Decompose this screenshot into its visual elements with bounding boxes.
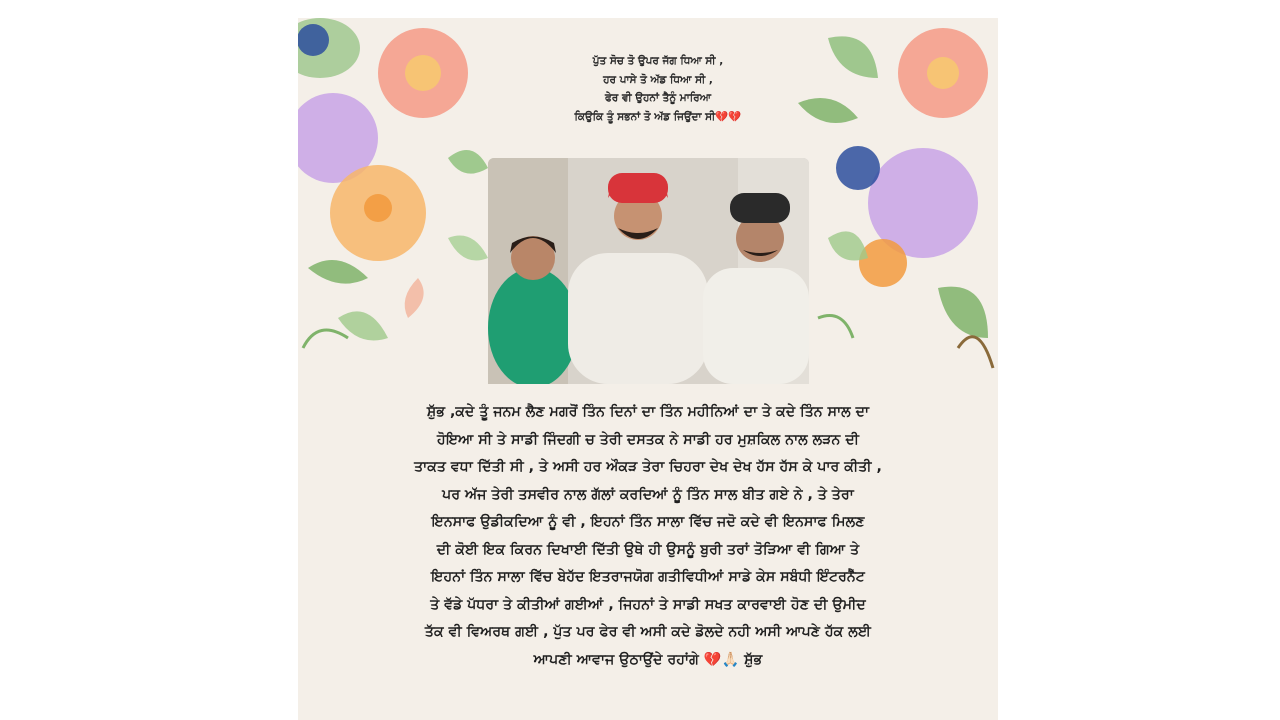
- post-card: [298, 18, 998, 720]
- paragraph-line: ਪਰ ਅੱਜ ਤੇਰੀ ਤਸਵੀਰ ਨਾਲ ਗੱਲਾਂ ਕਰਦਿਆਂ ਨੂੰ ਤਿੰਨ ਸਾਲ ਬੀਤ ਗਏ ਨੇ , ਤੇ ਤੇਰਾ: [442, 486, 854, 503]
- flowers-top-right: [798, 28, 993, 368]
- poem-line: [528, 108, 788, 127]
- paragraph-line: ਇਨਸਾਫ ਉਡੀਕਦਿਆ ਨੂੰ ਵੀ , ਇਹਨਾਂ ਤਿੰਨ ਸਾਲਾ ਵਿੱਚ ਜਦੋ ਕਦੇ ਵੀ ਇਨਸਾਫ ਮਿਲਣ: [431, 514, 865, 530]
- paragraph-line: ਹੋਇਆ ਸੀ ਤੇ ਸਾਡੀ ਜਿੰਦਗੀ ਚ ਤੇਰੀ ਦਸਤਕ ਨੇ ਸਾਡੀ ਹਰ ਮੁਸ਼ਕਿਲ ਨਾਲ ਲੜਨ ਦੀ: [437, 431, 859, 448]
- last-line-end: ਸ਼ੁੱਭ: [744, 651, 763, 668]
- family-photo: [488, 158, 809, 384]
- flowers-top-left: [298, 18, 488, 348]
- message-paragraph: [318, 399, 978, 674]
- paragraph-line: ਤੱਕ ਵੀ ਵਿਅਰਥ ਗਈ , ਪੁੱਤ ਪਰ ਫੇਰ ਵੀ ਅਸੀ ਕਦੇ ਡੋਲਦੇ ਨਹੀ ਅਸੀ ਆਪਣੇ ਹੱਕ ਲਈ: [424, 624, 872, 640]
- paragraph-line: ਤਾਕਤ ਵਧਾ ਦਿੱਤੀ ਸੀ , ਤੇ ਅਸੀ ਹਰ ਔਕੜ ਤੇਰਾ ਚਿਹਰਾ ਦੇਖ ਦੇਖ ਹੱਸ ਹੱਸ ਕੇ ਪਾਰ ਕੀਤੀ ,: [414, 459, 882, 475]
- poem: [528, 52, 788, 126]
- last-line-text: ਆਪਣੀ ਆਵਾਜ ਉਠਾਉਂਦੇ ਰਹਾਂਗੇ: [533, 651, 699, 668]
- poem-line: ਹਰ ਪਾਸੇ ਤੋ ਅੱਡ ਧਿਆ ਸੀ ,: [603, 73, 713, 86]
- paragraph-line: ਇਹਨਾਂ ਤਿੰਨ ਸਾਲਾ ਵਿੱਚ ਬੇਹੱਦ ਇਤਰਾਜਯੋਗ ਗਤੀਵਿਧੀਆਂ ਸਾਡੇ ਕੇਸ ਸਬੰਧੀ ਇੰਟਰਨੈੱਟ: [431, 569, 865, 585]
- broken-heart-emoji: 💔💔: [715, 110, 742, 123]
- paragraph-line: ਦੀ ਕੋਈ ਇਕ ਕਿਰਨ ਦਿਖਾਈ ਦਿੱਤੀ ਉਥੇ ਹੀ ਉਸਨੂੰ ਬੁਰੀ ਤਰਾਂ ਤੋੜਿਆ ਵੀ ਗਿਆ ਤੇ: [436, 541, 860, 558]
- poem-line: ਪੁੱਤ ਸੋਚ ਤੋ ਉਪਰ ਜੱਗ ਧਿਆ ਸੀ ,: [592, 55, 724, 67]
- heart-pray-emoji: 💔🙏🏻: [703, 651, 740, 668]
- poem-line: ਫੇਰ ਵੀ ਉਹਨਾਂ ਤੈਨੂੰ ਮਾਰਿਆ: [604, 92, 712, 104]
- paragraph-last-line: [318, 647, 978, 675]
- paragraph-line: ਸ਼ੁੱਭ ,ਕਦੇ ਤੂੰ ਜਨਮ ਲੈਣ ਮਗਰੋਂ ਤਿੰਨ ਦਿਨਾਂ ਦਾ ਤਿੰਨ ਮਹੀਨਿਆਂ ਦਾ ਤੇ ਕਦੇ ਤਿੰਨ ਸਾਲ ਦਾ: [426, 404, 870, 420]
- family-photo-illustration: [488, 158, 809, 384]
- poem-line-text: ਕਿਉਕਿ ਤੂੰ ਸਭਨਾਂ ਤੋ ਅੱਡ ਜਿਉਂਦਾ ਸੀ: [574, 110, 716, 123]
- paragraph-line: ਤੇ ਵੱਡੇ ਪੱਧਰਾ ਤੇ ਕੀਤੀਆਂ ਗਈਆਂ , ਜਿਹਨਾਂ ਤੇ ਸਾਡੀ ਸਖਤ ਕਾਰਵਾਈ ਹੋਣ ਦੀ ਉਮੀਦ: [430, 596, 866, 613]
